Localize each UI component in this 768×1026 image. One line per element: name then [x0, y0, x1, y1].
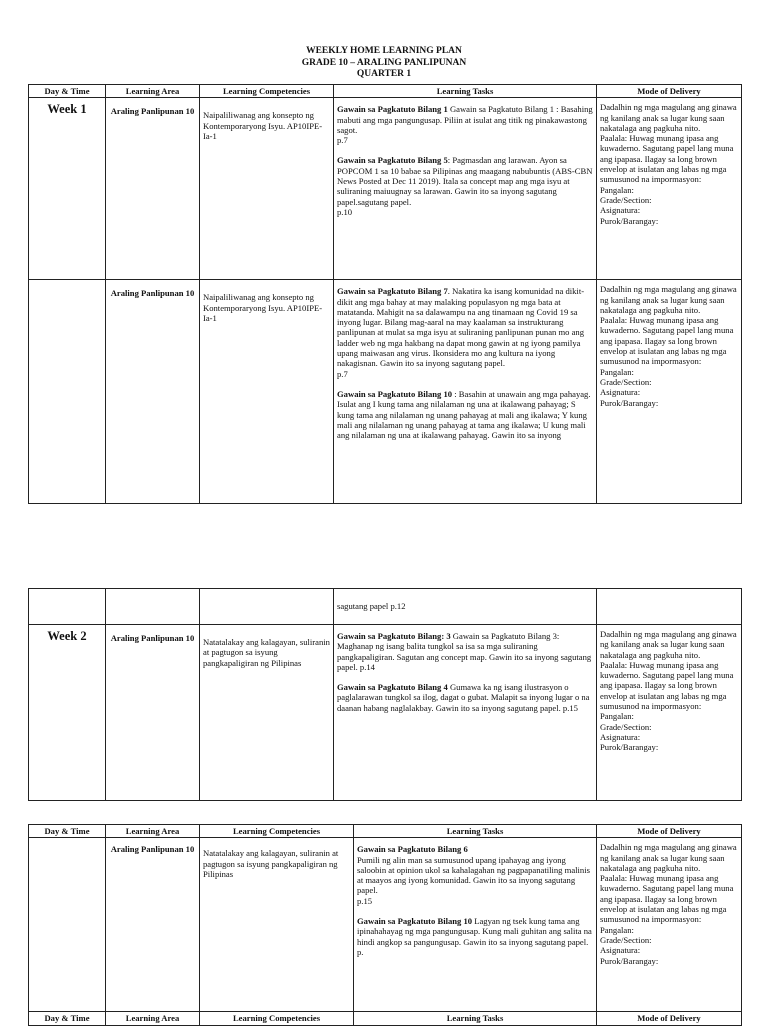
learning-tasks	[354, 838, 597, 1012]
col-mode: Mode of Delivery	[597, 1012, 742, 1025]
task-label: Gawain sa Pagkatuto Bilang 7	[337, 286, 448, 297]
learning-tasks	[334, 98, 597, 280]
col-area: Learning Area	[106, 825, 200, 838]
quarter-title: QUARTER 1	[356, 69, 412, 79]
plan-table-1	[28, 84, 742, 504]
mode-note: Paalala: Huwag munang ipasa ang kuwaderno. Sagutang papel lang muna ang ipapasa. Ilagay sa long brown envelop at isulatan ang labas ng mga sumusunod na impormasyon:	[600, 659, 734, 712]
plan-table-3	[28, 824, 742, 1026]
mode-of-delivery	[597, 838, 742, 1012]
task-label: Gawain sa Pagkatuto Bilang 4	[337, 682, 448, 693]
mode-subject: Asignatura:	[600, 205, 641, 216]
mode-name: Pangalan:	[600, 711, 634, 722]
task-text: : Pagmasdan ang larawan. Ayon sa POPCOM 1 sa 10 babae sa Pilipinas ang maagang nabubuntis (ABS-CBN News Posted at Dec 11 2019). Itala sa concept map ang mga isyu at suliraning maiuugnay sa larawan. Gawin ito sa inyong sagutang papel.sagutang papel.	[337, 155, 593, 207]
learning-area: Araling Panlipunan 10	[106, 838, 200, 1012]
mode-note: Paalala: Huwag munang ipasa ang kuwaderno. Sagutang papel lang muna ang ipapasa. Ilagay sa long brown envelop at isulatan ang labas ng mga sumusunod na impormasyon:	[600, 873, 734, 925]
col-comp: Learning Competencies	[200, 1012, 354, 1025]
task-page: p.15	[357, 895, 373, 906]
competency: Naipaliliwanag ang konsepto ng Kontemporaryong Isyu. AP10IPE-Ia-1	[200, 280, 334, 504]
mode-grade: Grade/Section:	[600, 721, 652, 732]
col-comp: Learning Competencies	[200, 85, 334, 98]
task-page: p.10	[337, 206, 353, 217]
mode-subject: Asignatura:	[600, 945, 641, 956]
competency: Natatalakay ang kalagayan, suliranin at pagtugon sa isyung pangkapaligiran ng Pilipinas	[200, 625, 334, 801]
mode-text: Dadalhin ng mga magulang ang ginawa ng kanilang anak sa lugar kung saan nakatalaga ang pagkuha nito.	[600, 102, 737, 133]
table-row	[29, 838, 742, 1012]
competency: Natatalakay ang kalagayan, suliranin at pagtugon sa isyung pangkapaligiran ng Pilipinas	[200, 838, 354, 1012]
mode-text: Dadalhin ng mga magulang ang ginawa ng kanilang anak sa lugar kung saan nakatalaga ang pagkuha nito.	[600, 842, 737, 873]
week-label: Week 1	[29, 98, 106, 280]
task-label: Gawain sa Pagkatuto Bilang 6	[357, 844, 468, 855]
empty-cell	[29, 589, 106, 625]
task-label: Gawain sa Pagkatuto Bilang: 3	[337, 631, 451, 641]
mode-of-delivery	[597, 625, 742, 801]
task-text: Pumili ng alin man sa sumusunod upang ipahayag ang iyong saloobin at opinion ukol sa kahalagahan ng pagpapanatiling malinis at maayos ang iyong komunidad. Gawin ito sa inyong sagutang papel.	[357, 854, 590, 896]
mode-subject: Asignatura:	[600, 731, 641, 742]
mode-purok: Purok/Barangay:	[600, 742, 659, 753]
col-mode: Mode of Delivery	[597, 85, 742, 98]
grade-title: GRADE 10 – ARALING PANLIPUNAN	[301, 57, 467, 68]
mode-name: Pangalan:	[600, 184, 634, 195]
col-area: Learning Area	[106, 85, 200, 98]
mode-text: Dadalhin ng mga magulang ang ginawa ng kanilang anak sa lugar kung saan nakatalaga ang pagkuha nito.	[600, 629, 737, 660]
week-label: Week 2	[29, 625, 106, 801]
task-label: Gawain sa Pagkatuto Bilang 5	[337, 155, 448, 166]
competency: Naipaliliwanag ang konsepto ng Kontemporaryong Isyu. AP10IPE-Ia-1	[200, 98, 334, 280]
task-text: . Nakatira ka isang komunidad na dikit-dikit ang mga bahay at may malaking populasyon ng mga bata at matatanda. Mahigit na sa dalawampu na ang tinamaan ng Covid 19 sa inyong lugar. Bilang mag-aaral na may kaalaman sa instrukturang panlipunan at mulat sa mga isyu at suliraning panlipunan punan mo ang ladder web ng mga hakbang na dapat mong gawin at ng iyong pamilya upang maiwasan ang virus. Ikonsidera mo ang kultura na iyong nakagisnan. Gawin ito sa inyong sagutang papel.	[337, 286, 585, 369]
mode-grade: Grade/Section:	[600, 194, 652, 205]
task-label: Gawain sa Pagkatuto Bilang 10	[337, 388, 453, 399]
mode-note: Paalala: Huwag munang ipasa ang kuwaderno. Sagutang papel lang muna ang ipapasa. Ilagay sa long brown envelop at isulatan ang labas ng mga sumusunod na impormasyon:	[600, 315, 734, 367]
table-row	[29, 280, 742, 504]
task-page: p.	[357, 946, 364, 957]
col-day: Day & Time	[29, 1012, 106, 1025]
task-label: Gawain sa Pagkatuto Bilang 1	[337, 104, 448, 115]
task-text: : Basahin at unawain ang mga pahayag. Isulat ang I kung tama ang nilalaman ng una at ikalawang pahayag; S kung tama ang nilalaman ng unang pahayag at mali ang ikalawa; Y kung mali ang nilalaman ng unang pahayag at tama ang ikalawa; U kung mali ang nilalaman ng una at ikalawang pahayag. Gawin ito sa inyong	[337, 388, 591, 441]
task-text: Lagyan ng tsek kung tama ang ipinahahayag ng mga pangungusap. Kung mali guhitan ang salita na hindi angkop sa pangungusap. Gawin ito sa inyong sagutang papel.	[357, 916, 592, 947]
learning-tasks	[334, 625, 597, 801]
table-row	[29, 625, 742, 801]
col-area: Learning Area	[106, 1012, 200, 1025]
learning-area: Araling Panlipunan 10	[106, 98, 200, 280]
col-day: Day & Time	[29, 825, 106, 838]
learning-area: Araling Panlipunan 10	[106, 625, 200, 801]
week-label-empty	[29, 838, 106, 1012]
learning-tasks	[334, 280, 597, 504]
col-day: Day & Time	[29, 85, 106, 98]
mode-purok: Purok/Barangay:	[600, 955, 659, 966]
col-tasks: Learning Tasks	[334, 85, 597, 98]
task-text: Gawain sa Pagkatuto Bilang 1 : Basahing mabuti ang mga pangungusap. Piliin at isulat ang titik ng pinakawastong sagot.	[337, 104, 593, 135]
page-header	[0, 46, 768, 81]
col-mode: Mode of Delivery	[597, 825, 742, 838]
task-label: Gawain sa Pagkatuto Bilang 10	[357, 916, 473, 927]
col-tasks: Learning Tasks	[354, 825, 597, 838]
mode-purok: Purok/Barangay:	[600, 397, 659, 408]
learning-area: Araling Panlipunan 10	[106, 280, 200, 504]
week-label-empty	[29, 280, 106, 504]
task-text: Gawain sa Pagkatuto Bilang 3: Maghanap ng isang balita tungkol sa isa sa mga suliraning pangkapaligiran. Sagutan ang concept map. Gawin ito sa inyong sagutang papel. p.14	[337, 631, 592, 672]
mode-name: Pangalan:	[600, 924, 634, 935]
mode-text: Dadalhin ng mga magulang ang ginawa ng kanilang anak sa lugar kung saan nakatalaga ang pagkuha nito.	[600, 284, 737, 315]
task-continuation: sagutang papel p.12	[337, 601, 406, 611]
mode-grade: Grade/Section:	[600, 934, 652, 945]
learning-tasks-continued	[334, 589, 597, 625]
mode-purok: Purok/Barangay:	[600, 215, 659, 226]
table-row	[29, 98, 742, 280]
mode-of-delivery	[597, 98, 742, 280]
task-text: Gumawa ka ng isang ilustrasyon o paglalarawan tungkol sa ilog, dagat o gubat. Malapit sa inyong lugar o na daanan habang naglalakbay. Gawin ito sa inyong sagutang papel. p.15	[337, 682, 590, 713]
table-row	[29, 589, 742, 625]
empty-cell	[106, 589, 200, 625]
empty-cell	[200, 589, 334, 625]
table-header-row	[29, 1012, 742, 1025]
mode-name: Pangalan:	[600, 366, 634, 377]
table-header-row	[29, 825, 742, 838]
task-page: p.7	[337, 135, 348, 146]
plan-title: WEEKLY HOME LEARNING PLAN	[306, 46, 462, 56]
mode-note: Paalala: Huwag munang ipasa ang kuwaderno. Sagutang papel lang muna ang ipapasa. Ilagay sa long brown envelop at isulatan ang labas ng mga sumusunod na impormasyon:	[600, 133, 734, 185]
col-tasks: Learning Tasks	[354, 1012, 597, 1025]
mode-of-delivery	[597, 280, 742, 504]
task-page: p.7	[337, 368, 348, 379]
empty-cell	[597, 589, 742, 625]
mode-grade: Grade/Section:	[600, 376, 652, 387]
col-comp: Learning Competencies	[200, 825, 354, 838]
plan-table-2	[28, 588, 742, 801]
mode-subject: Asignatura:	[600, 387, 641, 398]
table-header-row	[29, 85, 742, 98]
